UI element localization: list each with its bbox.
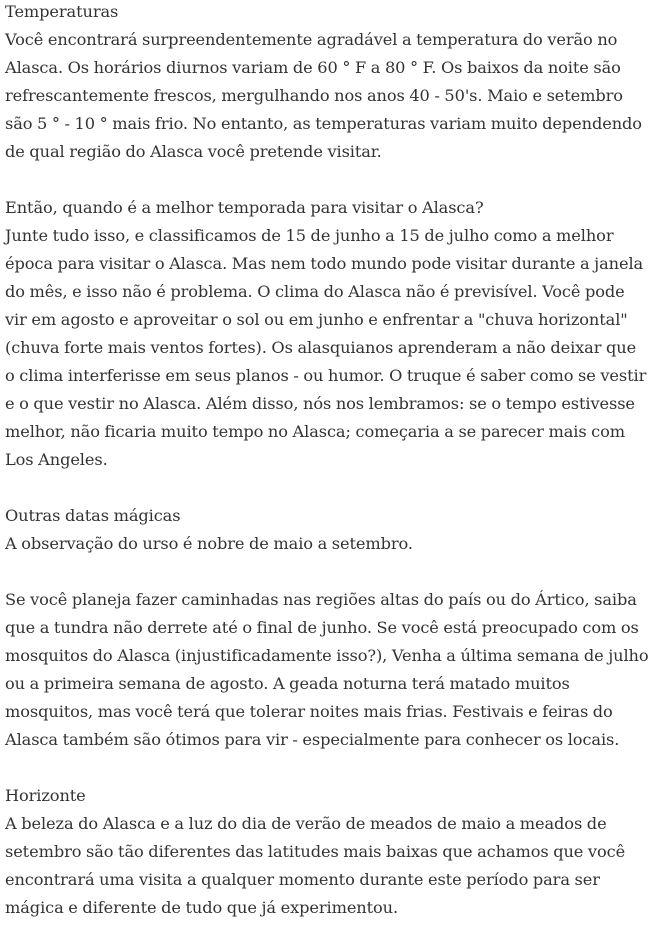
section-body: Você encontrará surpreendentemente agradável a temperatura do verão no Alasca. Os horários diurnos variam de 60 ° F a 80 ° F. Os baixos da noite são refrescantemente frescos, mergulhando nos anos 40 - 50's. Maio e setembro são 5 ° - 10 ° mais frio. No entanto, as temperaturas variam muito dependendo de qual região do Alasca você pretende visitar. [5,30,642,161]
section-body: Se você planeja fazer caminhadas nas regiões altas do país ou do Ártico, saiba que a tundra não derrete até o final de junho. Se você está preocupado com os mosquitos do Alasca (injustificadamente isso?), Venha a última semana de julho ou a primeira semana de agosto. A geada noturna terá matado muitos mosquitos, mas você terá que tolerar noites mais frias. Festivais e feiras do Alasca também são ótimos para vir - especialmente para conhecer os locais. [5,590,649,749]
section-caminhadas [5,586,649,754]
section-heading: Temperaturas [5,2,119,21]
section-body: A observação do urso é nobre de maio a setembro. [5,534,413,553]
section-horizonte [5,782,649,922]
section-body: A beleza do Alasca e a luz do dia de verão de meados de maio a meados de setembro são tão diferentes das latitudes mais baixas que achamos que você encontrará uma visita a qualquer momento durante este período para ser mágica e diferente de tudo que já experimentou. [5,814,626,917]
section-heading: Então, quando é a melhor temporada para visitar o Alasca? [5,198,484,217]
section-melhor-temporada [5,194,649,474]
section-body: Junte tudo isso, e classificamos de 15 de junho a 15 de julho como a melhor época para visitar o Alasca. Mas nem todo mundo pode visitar durante a janela do mês, e isso não é problema. O clima do Alasca não é previsível. Você pode vir em agosto e aproveitar o sol ou em junho e enfrentar a "chuva horizontal" (chuva forte mais ventos fortes). Os alasquianos aprenderam a não deixar que o clima interferisse em seus planos - ou humor. O truque é saber como se vestir e o que vestir no Alasca. Além disso, nós nos lembramos: se o tempo estivesse melhor, não ficaria muito tempo no Alasca; começaria a se parecer mais com Los Angeles. [5,226,647,469]
section-outras-datas [5,502,649,558]
section-heading: Horizonte [5,786,86,805]
section-temperaturas [5,0,649,166]
section-heading: Outras datas mágicas [5,506,181,525]
